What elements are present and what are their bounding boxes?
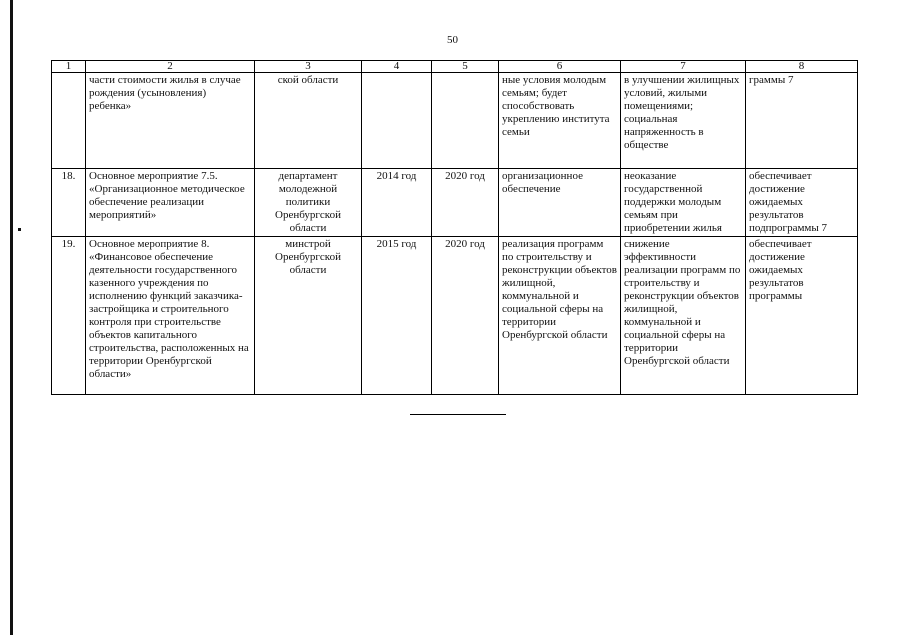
table-row — [52, 73, 858, 169]
table-row — [52, 237, 858, 395]
program-link: обеспечивает достижение ожидаемых результатов подпрограммы 7 — [746, 169, 858, 237]
end-of-table-rule — [410, 414, 506, 415]
consequences: в улучшении жилищных условий, жилыми помещениями; социальная напряженность в обществе — [621, 73, 746, 169]
column-header-4: 4 — [362, 61, 432, 73]
expected-result: организационное обеспечение — [499, 169, 621, 237]
responsible-executor: минстрой Оренбургской области — [255, 237, 362, 395]
end-year — [432, 73, 499, 169]
consequences: неоказание государственной поддержки молодым семьям при приобретении жилья — [621, 169, 746, 237]
column-header-6: 6 — [499, 61, 621, 73]
activity-name: части стоимости жилья в случае рождения (усыновления) ребенка» — [86, 73, 255, 169]
column-header-3: 3 — [255, 61, 362, 73]
end-year: 2020 год — [432, 237, 499, 395]
program-link: обеспечивает достижение ожидаемых результатов программы — [746, 237, 858, 395]
page-number: 50 — [447, 34, 458, 46]
row-number: 18. — [52, 169, 86, 237]
start-year — [362, 73, 432, 169]
left-margin-bar — [10, 0, 13, 635]
header-row — [52, 61, 858, 73]
program-link: граммы 7 — [746, 73, 858, 169]
table-row — [52, 169, 858, 237]
activity-name: Основное мероприятие 8. «Финансовое обеспечение деятельности государственного казенного учреждения по исполнению функций заказчика-застройщика и строительного контроля при строительстве объектов капитального строительства, расположенных на территории Оренбургской области» — [86, 237, 255, 395]
column-header-1: 1 — [52, 61, 86, 73]
expected-result: реализация программ по строительству и реконструкции объектов жилищной, коммунальной и социальной сферы на территории Оренбургской области — [499, 237, 621, 395]
column-header-2: 2 — [86, 61, 255, 73]
responsible-executor: департамент молодежной политики Оренбургской области — [255, 169, 362, 237]
responsible-executor: ской области — [255, 73, 362, 169]
activities-table — [51, 60, 858, 395]
activity-name: Основное мероприятие 7.5. «Организационное методическое обеспечение реализации мероприятий» — [86, 169, 255, 237]
column-header-8: 8 — [746, 61, 858, 73]
start-year: 2014 год — [362, 169, 432, 237]
start-year: 2015 год — [362, 237, 432, 395]
column-header-7: 7 — [621, 61, 746, 73]
expected-result: ные условия молодым семьям; будет способствовать укреплению института семьи — [499, 73, 621, 169]
consequences: снижение эффективности реализации программ по строительству и реконструкции объектов жилищной, коммунальной и социальной сферы на территории Оренбургской области — [621, 237, 746, 395]
end-year: 2020 год — [432, 169, 499, 237]
margin-mark — [18, 228, 21, 231]
column-header-5: 5 — [432, 61, 499, 73]
row-number: 19. — [52, 237, 86, 395]
row-number — [52, 73, 86, 169]
